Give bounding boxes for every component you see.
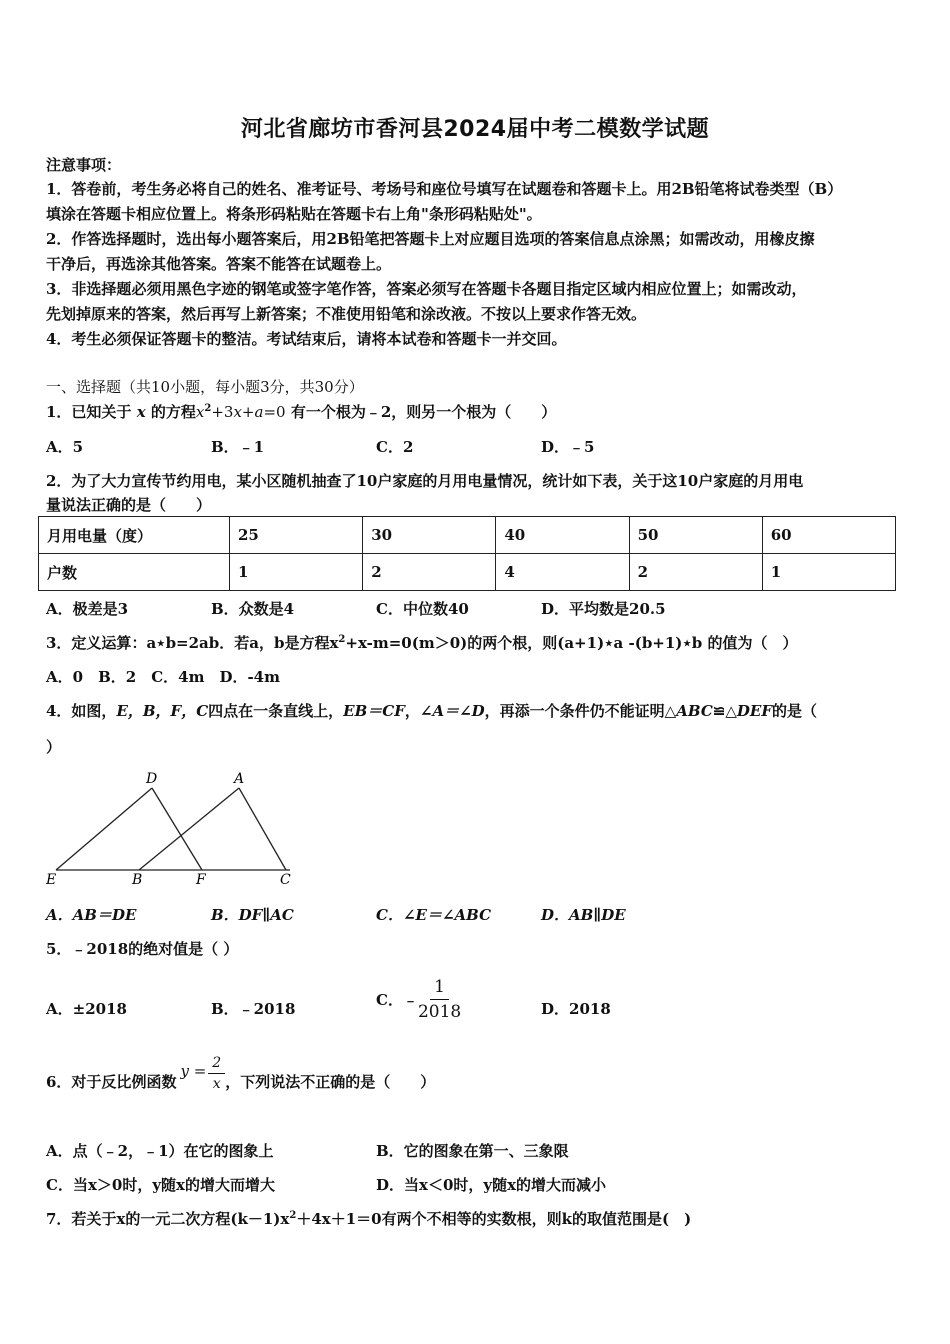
option-d: D．当x＜0时，y随x的增大而减小 bbox=[376, 1176, 607, 1194]
option-d: D．﹣5 bbox=[541, 438, 595, 456]
table-cell: 户数 bbox=[39, 554, 230, 591]
fraction: $\frac{1}{2018}$ bbox=[417, 976, 462, 1022]
option-a: A．±2018 bbox=[46, 1000, 127, 1018]
notice-line: 先划掉原来的答案，然后再写上新答案；不准使用铅笔和涂改液。不按以上要求作答无效。 bbox=[46, 305, 647, 323]
option-c: C．2 bbox=[376, 438, 414, 456]
label-d: D bbox=[146, 771, 158, 787]
notice-line: 3．非选择题必须用黑色字迹的钢笔或签字笔作答，答案必须写在答题卡各题目指定区域内相应位置上；如需改动， bbox=[46, 280, 807, 298]
option-a: A．AB＝DE bbox=[46, 906, 137, 924]
question-4-stem-cont: ） bbox=[46, 738, 62, 756]
table-cell: 月用电量（度） bbox=[39, 517, 230, 554]
option-c: C．∠E＝∠ABC bbox=[376, 906, 492, 924]
notice-line: 1．答卷前，考生务必将自己的姓名、准考证号、考场号和座位号填写在试题卷和答题卡上。用2B铅笔将试卷类型（B） bbox=[46, 180, 843, 198]
option-b: B．众数是4 bbox=[211, 600, 295, 618]
question-5-stem: 5．﹣2018的绝对值是（ ） bbox=[46, 940, 239, 958]
table-row bbox=[39, 517, 896, 554]
question-4-stem: 4．如图，E，B，F，C四点在一条直线上，EB＝CF，∠A＝∠D，再添一个条件仍不能证明△ABC≌△DEF的是（ bbox=[46, 702, 817, 720]
label-f: F bbox=[196, 872, 206, 888]
table-cell: 30 bbox=[363, 517, 496, 554]
option-d: D．2018 bbox=[541, 1000, 611, 1018]
electricity-table bbox=[38, 516, 896, 591]
page-title: 河北省廊坊市香河县2024届中考二模数学试题 bbox=[240, 117, 710, 142]
table-cell: 25 bbox=[230, 517, 363, 554]
notice-line: 填涂在答题卡相应位置上。将条形码粘贴在答题卡右上角"条形码粘贴处"。 bbox=[46, 205, 542, 223]
table-cell: 1 bbox=[762, 554, 895, 591]
question-1-stem: 1．已知关于 x 的方程$x^2+3x+a=0$ 有一个根为﹣2，则另一个根为（ ） bbox=[46, 403, 557, 421]
label-b: B bbox=[132, 872, 143, 888]
label-c: C bbox=[280, 872, 291, 888]
option-c: C．中位数40 bbox=[376, 600, 469, 618]
segment-df bbox=[152, 788, 202, 870]
option-c: C．当x＞0时，y随x的增大而增大 bbox=[46, 1176, 275, 1194]
table-cell: 50 bbox=[629, 517, 762, 554]
segment-ed bbox=[56, 788, 152, 870]
table-row bbox=[39, 554, 896, 591]
option-b: B．﹣2018 bbox=[211, 1000, 296, 1018]
question-3-stem: 3．定义运算：a⋆b=2ab．若a，b是方程$x^2+x-m=0(m>0)$的两个根，则(a+1)⋆a -(b+1)⋆b 的值为（ ） bbox=[46, 634, 798, 652]
option-d: D．平均数是20.5 bbox=[541, 600, 666, 618]
notice-line: 干净后，再选涂其他答案。答案不能答在试题卷上。 bbox=[46, 255, 392, 273]
option-d: D．AB∥DE bbox=[541, 906, 626, 924]
option-b: B．DF∥AC bbox=[211, 906, 294, 924]
fraction: $\frac{2}{x}$ bbox=[208, 1055, 225, 1092]
notice-line: 2．作答选择题时，选出每小题答案后，用2B铅笔把答题卡上对应题目选项的答案信息点涂黑；如需改动，用橡皮擦 bbox=[46, 230, 815, 248]
table-cell: 60 bbox=[762, 517, 895, 554]
triangle-figure bbox=[40, 766, 296, 888]
question-6-stem: 6．对于反比例函数 y = $\frac{2}{x}$ ，下列说法不正确的是（ ） bbox=[46, 1054, 436, 1092]
option-b: B．﹣1 bbox=[211, 438, 265, 456]
question-2-stem: 2．为了大力宣传节约用电，某小区随机抽查了10户家庭的月用电量情况，统计如下表，关于这10户家庭的月用电 bbox=[46, 472, 804, 490]
section-heading: 一、选择题（共10小题，每小题3分，共30分） bbox=[46, 378, 364, 396]
table-cell: 40 bbox=[496, 517, 629, 554]
notice-heading: 注意事项： bbox=[46, 156, 122, 174]
question-3-options: A．0 B．2 C．4m D．-4m bbox=[46, 668, 280, 686]
question-7-stem: 7．若关于x的一元二次方程$(k-1)x^2+4x+1=0$有两个不相等的实数根，则k的取值范围是( ) bbox=[46, 1210, 692, 1228]
table-cell: 4 bbox=[496, 554, 629, 591]
question-2-stem-cont: 量说法正确的是（ ） bbox=[46, 496, 212, 514]
option-c: C．﹣ $\frac{1}{2018}$ bbox=[376, 976, 462, 1022]
segment-ba bbox=[139, 788, 239, 870]
option-a: A．点（﹣2，﹣1）在它的图象上 bbox=[46, 1142, 274, 1160]
segment-ac bbox=[239, 788, 286, 870]
table-cell: 2 bbox=[629, 554, 762, 591]
notice-line: 4．考生必须保证答题卡的整洁。考试结束后，请将本试卷和答题卡一并交回。 bbox=[46, 330, 567, 348]
option-a: A．5 bbox=[46, 438, 84, 456]
option-b: B．它的图象在第一、三象限 bbox=[376, 1142, 569, 1160]
option-a: A．极差是3 bbox=[46, 600, 129, 618]
label-e: E bbox=[46, 872, 57, 888]
label-a: A bbox=[234, 771, 245, 787]
table-cell: 2 bbox=[363, 554, 496, 591]
table-cell: 1 bbox=[230, 554, 363, 591]
